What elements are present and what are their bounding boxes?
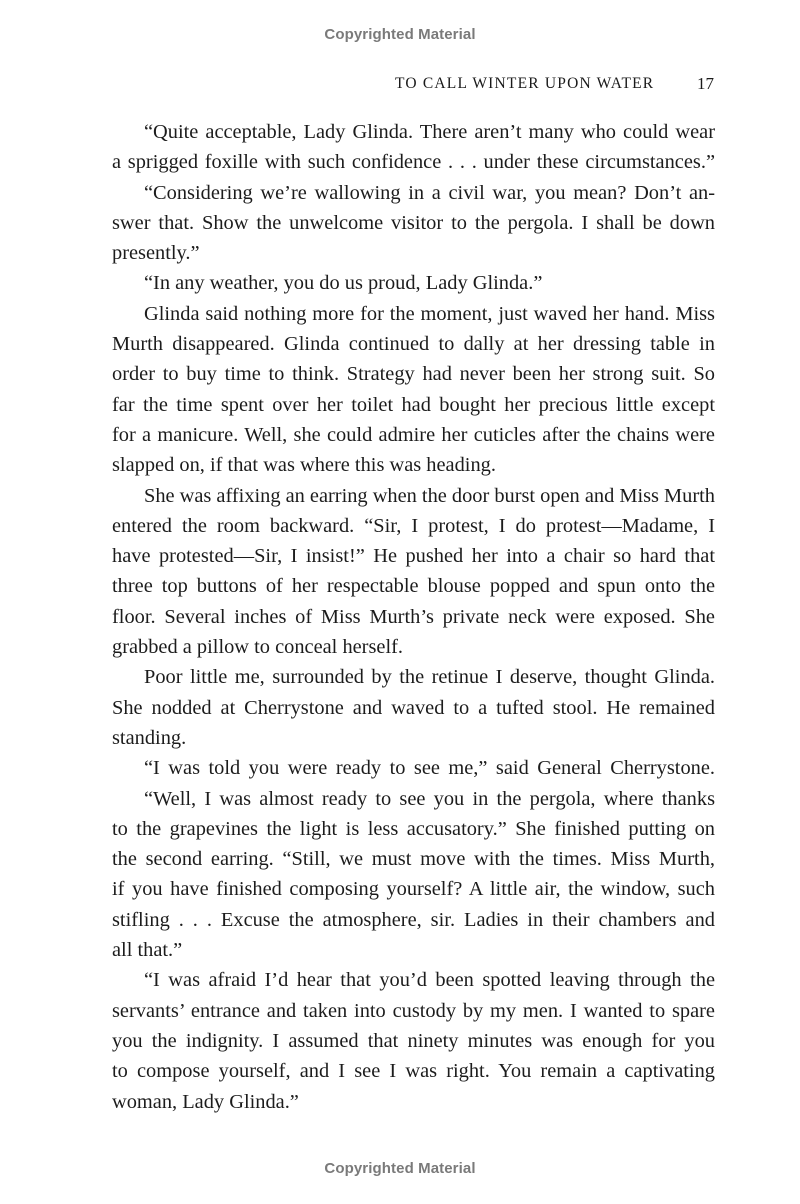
- text-line: stifling . . . Excuse the atmosphere, sir. Ladies in their chambers and: [112, 908, 715, 931]
- copyright-watermark-bottom: Copyrighted Material: [324, 1160, 476, 1177]
- text-line: “Considering we’re wallowing in a civil war, you mean? Don’t an-: [144, 181, 715, 204]
- text-line: Glinda said nothing more for the moment, just waved her hand. Miss: [144, 302, 715, 325]
- text-line: grabbed a pillow to conceal herself.: [112, 636, 404, 659]
- text-line: “I was told you were ready to see me,” said General Cherrystone.: [144, 757, 715, 780]
- text-line: far the time spent over her toilet had bought her precious little except: [112, 393, 715, 416]
- text-line: Murth disappeared. Glinda continued to dally at her dressing table in: [112, 333, 715, 356]
- text-line: all that.”: [112, 939, 183, 962]
- text-line: swer that. Show the unwelcome visitor to the pergola. I shall be down: [112, 211, 715, 234]
- text-line: if you have finished composing yourself? A little air, the window, such: [112, 878, 715, 901]
- text-line: floor. Several inches of Miss Murth’s private neck were exposed. She: [112, 605, 715, 628]
- text-line: She nodded at Cherrystone and waved to a tufted stool. He remained: [112, 696, 715, 719]
- text-line: slapped on, if that was where this was heading.: [112, 454, 496, 477]
- text-line: the second earring. “Still, we must move with the times. Miss Murth,: [112, 848, 715, 871]
- text-line: Poor little me, surrounded by the retinue I deserve, thought Glinda.: [144, 666, 715, 689]
- text-line: three top buttons of her respectable blouse popped and spun onto the: [112, 575, 715, 598]
- text-line: have protested—Sir, I insist!” He pushed her into a chair so hard that: [112, 545, 715, 568]
- text-line: entered the room backward. “Sir, I protest, I do protest—Madame, I: [112, 514, 715, 537]
- text-line: presently.”: [112, 242, 200, 265]
- body-text: [112, 117, 715, 1117]
- text-line: you the indignity. I assumed that ninety minutes was enough for you: [112, 1029, 715, 1052]
- text-line: to the grapevines the light is less accusatory.” She finished putting on: [112, 817, 715, 840]
- text-line: servants’ entrance and taken into custody by my men. I wanted to spare: [112, 999, 715, 1022]
- text-line: standing.: [112, 726, 187, 749]
- text-line: order to buy time to think. Strategy had never been her strong suit. So: [112, 363, 715, 386]
- copyright-watermark-top: Copyrighted Material: [324, 26, 476, 43]
- text-line: to compose yourself, and I see I was right. You remain a captivating: [112, 1060, 715, 1083]
- text-line: for a manicure. Well, she could admire her cuticles after the chains were: [112, 423, 715, 446]
- text-line: “Well, I was almost ready to see you in the pergola, where thanks: [144, 787, 715, 810]
- text-line: She was affixing an earring when the door burst open and Miss Murth: [144, 484, 715, 507]
- text-line: “I was afraid I’d hear that you’d been spotted leaving through the: [144, 969, 715, 992]
- running-header-title: TO CALL WINTER UPON WATER: [395, 75, 655, 92]
- text-line: “In any weather, you do us proud, Lady Glinda.”: [144, 272, 543, 295]
- text-line: woman, Lady Glinda.”: [112, 1090, 299, 1113]
- page-number: 17: [697, 74, 714, 93]
- text-line: “Quite acceptable, Lady Glinda. There aren’t many who could wear: [144, 121, 715, 143]
- text-line: a sprigged foxille with such confidence . . . under these circumstances.”: [112, 151, 715, 174]
